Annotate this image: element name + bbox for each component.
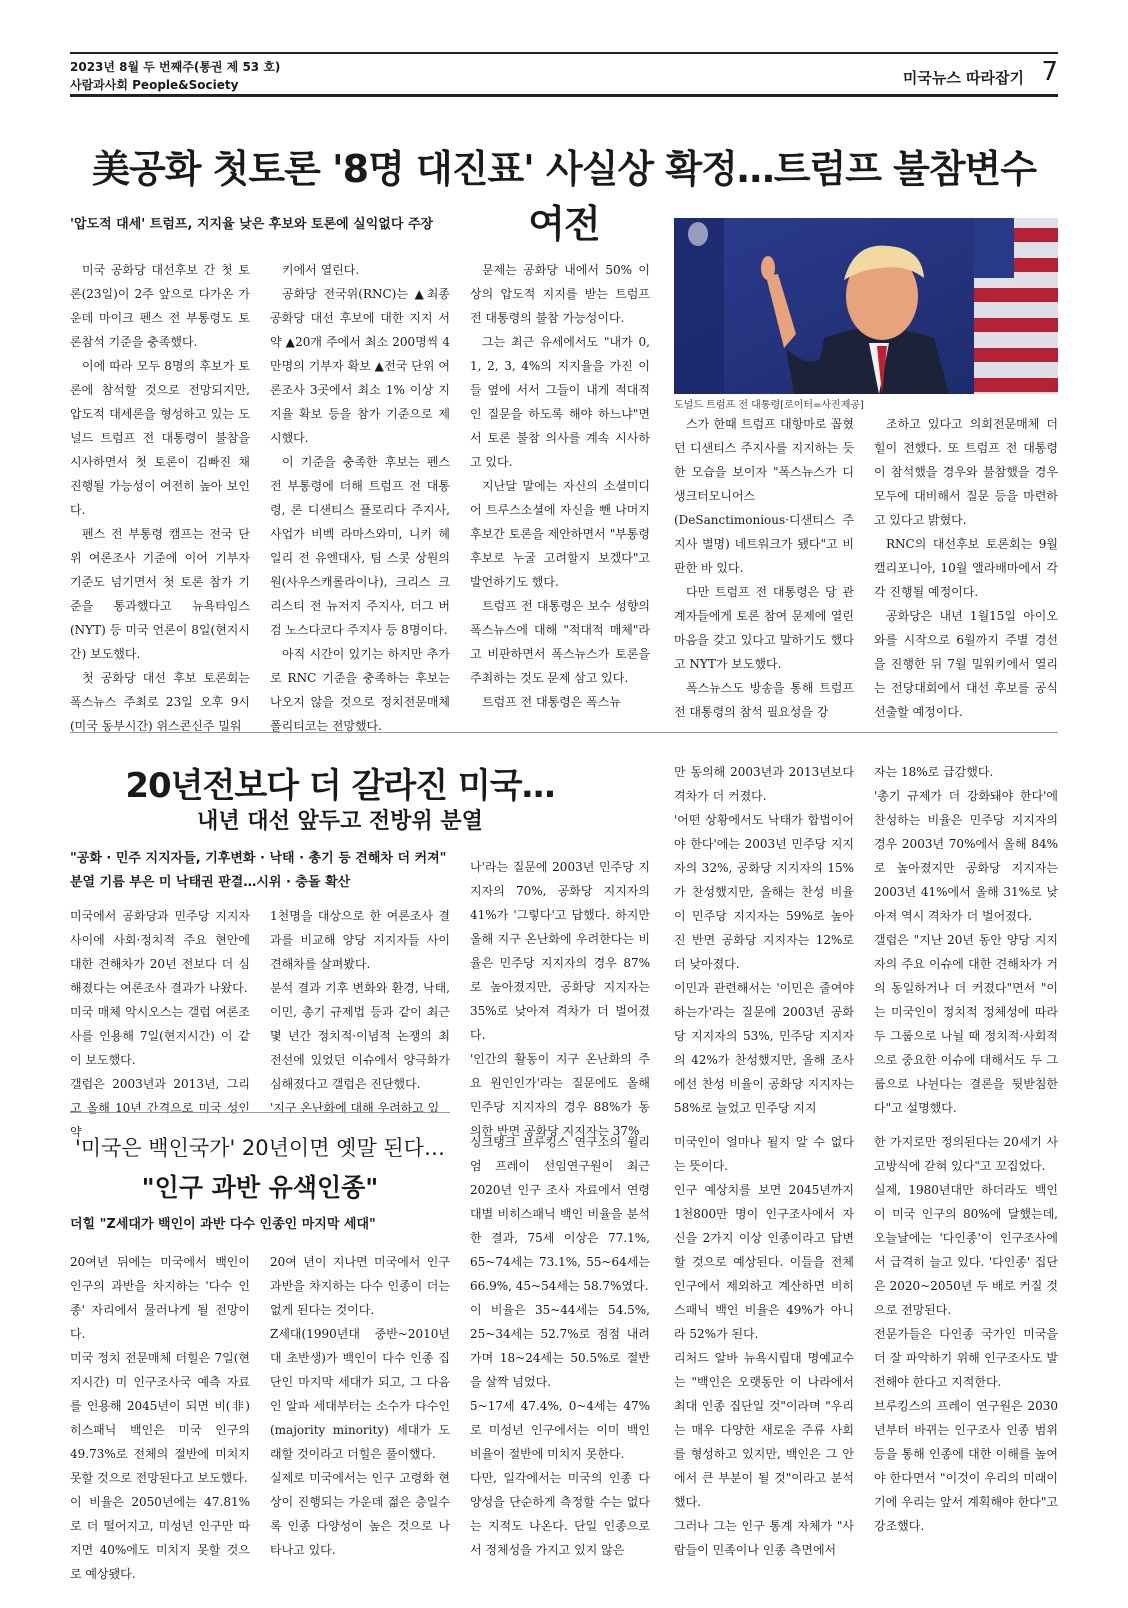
paragraph: 미국 매체 악시오스는 갤럽 여론조사를 인용해 7일(현지시간) 이 같이 보도했다. [70,1005,250,1067]
paragraph: 미국인이 얼마나 될지 알 수 없다는 뜻이다. [674,1135,854,1173]
paragraph: 이 기준을 충족한 후보는 펜스 전 부통령에 더해 트럼프 전 대통령, 론 디샌티스 플로리다 주지사, 사업가 비벡 라마스와미, 니키 헤일리 전 유엔대사, 팀 스콧 상원의원(사우스캐롤라이나), 크리스 크리스티 전 뉴저지 주지사, 더그 버검 노스다코다 주지사 등 8명이다. [270,455,450,637]
paragraph: 갤럽은 2003년과 2013년, 그리고 올해 10년 간격으로 미국 성인 약 [70,1077,250,1139]
article3-col1 [70,1250,250,1586]
article3-headline2: "인구 과반 유색인종" [141,1173,379,1202]
paragraph: 갤럽은 "지난 20년 동안 양당 지지자의 주요 이슈에 대한 견해차가 거의 동일하거나 더 커졌다"면서 "이는 미국인이 정치적 정체성에 따라 두 그룹으로 나뉠 때 정치적·사회적으로 중요한 이슈에 대해서도 두 그룹으로 나뉜다는 결론을 뒷받침한다"고 설명했다. [874,933,1058,1115]
article1-col1 [70,258,250,738]
paragraph: 20여년 뒤에는 미국에서 백인이 인구의 과반을 차지하는 '다수 인종' 자리에서 물러나게 될 전망이다. [70,1255,250,1341]
article3-col3 [470,1130,650,1562]
paragraph: '인간의 활동이 지구 온난화의 주요 원인인가'라는 질문에도 올해 민주당 지지자의 경우 88%가 동의한 반면 공화당 지지자는 37% [470,1052,650,1138]
article2-col5 [874,760,1058,1120]
paragraph: 이민과 관련해서는 '이민은 줄여야 하는가'라는 질문에 2003년 공화당 지지자의 53%, 민주당 지지자의 42%가 찬성했지만, 올해 조사에선 찬성 비율이 공화당 지지자는 58%로 늘었고 민주당 지지 [674,981,854,1115]
article1-headline: 美공화 첫토론 '8명 대진표' 사실상 확정…트럼프 불참변수 여전 [92,147,1036,246]
paragraph: 문제는 공화당 내에서 50% 이상의 압도적 지지를 받는 트럼프 전 대통령의 불참 가능성이다. [470,263,650,325]
article1-subhead: '압도적 대세' 트럼프, 지지율 낮은 후보와 토론에 실익없다 주장 [70,217,434,232]
paragraph: 싱크탱크 브루킹스 연구소의 윌리엄 프레이 선임연구원이 최근 2020년 인구 조사 자료에서 연령대별 비히스패닉 백인 비율을 분석한 결과, 75세 이상은 77.1%, 65~74세는 73.1%, 55~64세는 66.9%, 45~54세는 58.7%였다. [470,1135,650,1293]
paragraph: '어떤 상황에서도 낙태가 합법이어야 한다'에는 2003년 민주당 지지자의 32%, 공화당 지지자의 15%가 찬성했지만, 올해는 찬성 비율이 민주당 지지자는 59%로 높아진 반면 공화당 지지자는 12%로 더 낮아졌다. [674,813,854,971]
page-number: 7 [1041,57,1058,87]
article2-headline: 20년전보다 더 갈라진 미국… [125,766,555,806]
paragraph: 한 가지로만 정의된다는 20세기 사고방식에 갇혀 있다"고 꼬집었다. [874,1135,1058,1173]
paragraph: 트럼프 전 대통령은 보수 성향의 폭스뉴스에 대해 "적대적 매체"라고 비판하면서 폭스뉴스가 토론을 주최하는 것도 문제 삼고 있다. [470,599,650,685]
article2-col1 [70,904,250,1144]
paragraph: 첫 공화당 대선 후보 토론회는 폭스뉴스 주최로 23일 오후 9시(미국 동부시간) 위스콘신주 밀워 [70,671,250,733]
article2-col3 [470,855,650,1143]
photo-image [674,218,1058,394]
article3-col2 [270,1250,450,1562]
paragraph: 리처드 알바 뉴욕시립대 명예교수는 "백인은 오랫동안 이 나라에서 최대 인종 집단일 것"이라며 "우리는 매우 다양한 새로운 주류 사회를 형성하고 있지만, 백인은 그 안에서 큰 부분이 될 것"이라고 분석했다. [674,1351,854,1509]
paragraph: 이에 따라 모두 8명의 후보가 토론에 참석할 것으로 전망되지만, 압도적 대세론을 형성하고 있는 도널드 트럼프 전 대통령이 불참을 시사하면서 첫 토론이 김빠진 채 진행될 가능성이 여전히 높아 보인다. [70,359,250,517]
article1-col4 [674,412,854,724]
issue-info: 2023년 8월 두 번째주(통권 제 53 호) [70,60,281,74]
article2-col2 [270,904,450,1120]
article2-headline2: 내년 대선 앞두고 전방위 분열 [197,809,483,834]
paragraph: 이 비율은 2050년에는 47.81%로 더 떨어지고, 미성년 인구만 따지면 40%에도 미치지 못할 것으로 예상됐다. [70,1495,250,1581]
article1-col3 [470,258,650,714]
paragraph: 20여 년이 지나면 미국에서 인구 과반을 차지하는 다수 인종이 더는 없게 된다는 것이다. [270,1255,450,1317]
article1-col2 [270,258,450,738]
paragraph: 미국 정치 전문매체 더힐은 7일(현지시간) 미 인구조사국 예측 자료를 인용해 2045년이 되면 비(非)히스패닉 백인은 미국 인구의 49.73%로 전체의 절반에 미치지 못할 것으로 전망된다고 보도했다. [70,1351,250,1485]
paragraph: Z세대(1990년대 중반~2010년대 초반생)가 백인이 다수 인종 집단인 마지막 세대가 되고, 그 다음인 알파 세대부터는 소수가 다수인(majority minority) 세대가 도래할 것이라고 더힐은 풀이했다. [270,1327,450,1461]
paragraph: 실제로 미국에서는 인구 고령화 현상이 진행되는 가운데 젊은 층일수록 인종 다양성이 높은 것으로 나타나고 있다. [270,1471,450,1557]
paragraph: 공화당 전국위(RNC)는 ▲최종 공화당 대선 후보에 대한 지지 서약 ▲20개 주에서 최소 200명씩 4만명의 기부자 확보 ▲전국 단위 여론조사 3곳에서 최소 1% 이상 지지율 확보 등을 참가 기준으로 제시했다. [270,287,450,445]
article1-col5 [874,412,1058,724]
paragraph: 그는 최근 유세에서도 "내가 0, 1, 2, 3, 4%의 지지율을 가진 이들 옆에 서서 그들이 내게 적대적인 질문을 하도록 해야 하느냐"면서 토론 불참 의사를 계속 시사하고 있다. [470,335,650,469]
paragraph: '지구 온난화에 대해 우려하고 있 [270,1101,440,1115]
paragraph: 지난달 말에는 자신의 소셜미디어 트루스소셜에 자신을 뺀 나머지 후보간 토론을 제안하면서 "부통령 후보로 누굴 고려할지 보겠다"고 발언하기도 했다. [470,479,650,589]
article3-headline: '미국은 백인국가' 20년이면 옛말 된다… [75,1136,445,1160]
paragraph: 공화당은 내년 1월15일 아이오와를 시작으로 6월까지 주별 경선을 진행한 뒤 7월 밀워키에서 열리는 전당대회에서 대선 후보를 공식 선출할 예정이다. [874,609,1058,719]
paper-name: 사람과사회 People&Society [70,78,239,92]
article3-subhead: 더힐 "Z세대가 백인이 과반 다수 인종인 마지막 세대" [70,1217,376,1232]
paragraph: 다만, 일각에서는 미국의 인종 다양성을 단순하게 측정할 수는 없다는 지적도 나온다. 단일 인종으로서 정체성을 가지고 있지 않은 [470,1471,650,1557]
paragraph: 스가 한때 트럼프 대항마로 꼽혔던 디샌티스 주지사를 지지하는 듯한 모습을 보이자 "폭스뉴스가 디생크터모니어스(DeSanctimonious·디샌티스 주지사 별명) 네트워크가 됐다"고 비판한 바 있다. [674,417,854,575]
trump-photo [674,218,1058,394]
paragraph: 브루킹스의 프레이 연구원은 2030년부터 바뀌는 인구조사 인종 범위 등을 통해 인종에 대한 이해를 높여야 한다면서 "이것이 우리의 미래이기에 우리는 앞서 계획해야 한다"고 강조했다. [874,1399,1058,1533]
article3-col5 [874,1130,1058,1538]
paragraph: 미국에서 공화당과 민주당 지지자 사이에 사회·정치적 주요 현안에 대한 견해차가 20년 전보다 더 심해졌다는 여론조사 결과가 나왔다. [70,909,250,995]
paragraph: 펜스 전 부통령 캠프는 전국 단위 여론조사 기준에 이어 기부자 기준도 넘기면서 첫 토론 참가 기준을 통과했다고 뉴욕타임스(NYT) 등 미국 언론이 8일(현지시간) 보도했다. [70,527,250,661]
article2-col4 [674,760,854,1120]
divider-1 [70,732,1058,733]
paragraph: 분석 결과 기후 변화와 환경, 낙태, 이민, 총기 규제법 등과 같이 최근 몇 년간 정치적·이념적 논쟁의 최전선에 있었던 이슈에서 양극화가 심해졌다고 갤럽은 진단했다. [270,981,450,1091]
paragraph: 아직 시간이 있기는 하지만 추가로 RNC 기준을 충족하는 후보는 나오지 않을 것으로 정치전문매체 폴리티코는 전망했다. [270,647,450,733]
paragraph: 트럼프 전 대통령은 폭스뉴 [482,695,621,709]
paragraph: 다만 트럼프 전 대통령은 당 관계자들에게 토론 참여 문제에 열린 마음을 갖고 있다고 말하기도 했다고 NYT가 보도했다. [674,585,854,671]
paragraph: 자는 18%로 급감했다. [874,765,994,779]
article2-subhead1: "공화 · 민주 지지자들, 기후변화 · 낙태 · 총기 등 견해차 더 커져" [70,851,447,866]
paragraph: 1천명을 대상으로 한 여론조사 결과를 비교해 양당 지지자들 사이 견해차를 살펴봤다. [270,909,450,971]
divider-2 [70,1112,450,1113]
paragraph: 조하고 있다고 의회전문매체 더힐이 전했다. 또 트럼프 전 대통령이 참석했을 경우와 불참했을 경우 모두에 대비해서 질문 등을 마련하고 있다고 밝혔다. [874,417,1058,527]
paragraph: 미국 공화당 대선후보 간 첫 토론(23일)이 2주 앞으로 다가온 가운데 마이크 펜스 전 부통령도 토론참석 기준을 충족했다. [70,263,250,349]
paragraph: 전문가들은 다인종 국가인 미국을 더 잘 파악하기 위해 인구조사도 발전해야 한다고 지적한다. [874,1327,1058,1389]
page-header [70,52,1058,97]
paragraph: RNC의 대선후보 토론회는 9월 캘리포니아, 10월 앨라배마에서 각각 진행될 예정이다. [874,537,1058,599]
photo-caption: 도널드 트럼프 전 대통령[로이터=사진제공] [674,400,864,411]
paragraph: 실제, 1980년대만 하더라도 백인이 미국 인구의 80%에 달했는데, 오늘날에는 '다인종'이 인구조사에서 급격히 늘고 있다. '다인종' 집단은 2020~2050년 두 배로 커질 것으로 전망된다. [874,1183,1058,1317]
paragraph: 나'라는 질문에 2003년 민주당 지지자의 70%, 공화당 지지자의 41%가 '그렇다'고 답했다. 하지만 올해 지구 온난화에 우려한다는 비율은 민주당 지지자의 경우 87%로 높아졌지만, 공화당 지지자는 35%로 낮아져 격차가 더 벌어졌다. [470,860,650,1042]
article2-subhead2: 분열 기름 부은 미 낙태권 판결…시위 · 충돌 확산 [70,875,351,890]
paragraph: 이 비율은 35~44세는 54.5%, 25~34세는 52.7%로 점점 내려가며 18~24세는 50.5%로 절반을 살짝 넘었다. [470,1303,650,1389]
paragraph: 키에서 열린다. [282,263,360,277]
paragraph: '총기 규제가 더 강화돼야 한다'에 찬성하는 비율은 민주당 지지자의 경우 2003년 70%에서 올해 84%로 높아졌지만 공화당 지지자는 2003년 41%에서 올해 31%로 낮아져 역시 격차가 더 벌어졌다. [874,789,1058,923]
paragraph: 인구 예상치를 보면 2045년까지 1천800만 명이 인구조사에서 자신을 2가지 이상 인종이라고 답변할 것으로 예상된다. 이들을 전체 인구에서 제외하고 계산하면 비히스패닉 백인 비율은 49%가 아니라 52%가 된다. [674,1183,854,1341]
paragraph: 그러나 그는 인구 통계 자체가 "사람들이 민족이나 인종 측면에서 [674,1519,854,1557]
paragraph: 만 동의해 2003년과 2013년보다 격차가 더 커졌다. [674,765,854,803]
paragraph: 5~17세 47.4%, 0~4세는 47%로 미성년 인구에서는 이미 백인 비율이 절반에 미치지 못한다. [470,1399,650,1461]
article3-col4 [674,1130,854,1562]
paragraph: 폭스뉴스도 방송을 통해 트럼프 전 대통령의 참석 필요성을 강 [674,681,854,719]
section-name: 미국뉴스 따라잡기 [902,69,1024,87]
